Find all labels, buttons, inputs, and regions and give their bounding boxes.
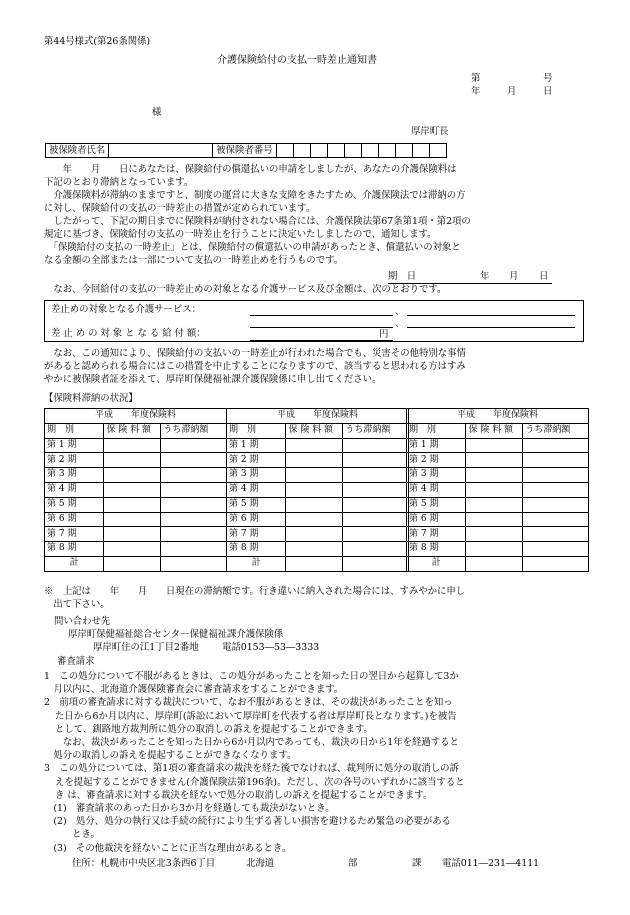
table-row xyxy=(45,468,227,483)
service-field-2 xyxy=(407,315,575,316)
period-label: 第 7 期 xyxy=(407,527,466,542)
overdue-cell xyxy=(161,453,227,468)
service-label: 差止めの対象となる介護サービス： xyxy=(51,304,202,315)
insured-info-table xyxy=(45,143,447,158)
table-row xyxy=(407,438,589,453)
overdue-cell xyxy=(523,453,589,468)
amount-cell xyxy=(466,482,523,497)
period-label: 第 6 期 xyxy=(45,512,104,527)
contact-address: 厚岸町住の江1丁目2番地 xyxy=(93,642,199,653)
amount-cell xyxy=(104,482,161,497)
overdue-cell xyxy=(523,556,589,571)
footer-pref: 北海道 xyxy=(246,858,275,869)
col-amount-header: 保 険 料 額 xyxy=(286,423,343,438)
amount-field xyxy=(250,340,393,341)
overdue-cell xyxy=(523,497,589,512)
service-separator: 、 xyxy=(395,318,405,329)
addressee-suffix: 様 xyxy=(152,107,162,118)
amount-cell xyxy=(466,453,523,468)
premium-status-table xyxy=(406,408,589,572)
overdue-cell xyxy=(161,556,227,571)
period-label: 第 4 期 xyxy=(407,482,466,497)
period-label: 第 4 期 xyxy=(227,482,286,497)
note-line: ※ 上記は 年 月 日現在の滞納額です。行き違いに納入された場合には、すみやかに申し xyxy=(44,586,466,597)
table-row xyxy=(407,527,589,542)
amount-label: 差 止 め の 対 象 と な る 給 付 額： xyxy=(51,328,206,339)
table-row xyxy=(407,468,589,483)
table-row xyxy=(407,542,589,557)
number-box xyxy=(276,144,293,158)
amount-box xyxy=(44,300,584,342)
col-period-header: 期 別 xyxy=(227,423,286,438)
amount-cell xyxy=(104,453,161,468)
intro-line: なお、今回給付の支払の一時差止めの対象となる介護サービス及び金額は、次のとおりです。 xyxy=(44,284,447,295)
appeal-line: (1) 審査請求のあった日から3か月を経過しても裁決がないとき。 xyxy=(44,803,335,815)
deadline-year: 年 xyxy=(480,271,490,282)
deadline-day: 日 xyxy=(539,271,549,282)
overdue-cell xyxy=(523,468,589,483)
table-row xyxy=(227,527,409,542)
number-box xyxy=(429,144,446,158)
table-row xyxy=(45,542,227,557)
amount-cell xyxy=(104,542,161,557)
notice-line: なお、この通知により、保険給付の支払いの一時差止が行われた場合でも、災害その他特別な事情 xyxy=(44,348,466,359)
table-row xyxy=(227,453,409,468)
overdue-cell xyxy=(523,482,589,497)
col-period-header: 期 別 xyxy=(407,423,466,438)
number-box xyxy=(395,144,412,158)
total-row xyxy=(407,556,589,571)
col-overdue-header: うち滞納額 xyxy=(523,423,589,438)
table-row xyxy=(227,482,409,497)
period-label: 第 1 期 xyxy=(45,438,104,453)
body-text xyxy=(44,163,584,267)
number-box xyxy=(412,144,429,158)
period-label: 第 8 期 xyxy=(407,542,466,557)
col-overdue-header: うち滞納額 xyxy=(343,423,409,438)
body-line: 「保険給付の支払の一時差止」とは、保険給付の償還払いの申請があったとき、償還払いの対象と xyxy=(44,242,461,253)
body-line: に対し、保険給付の支払の一時差止の措置が定められています。 xyxy=(44,203,316,214)
number-box xyxy=(293,144,310,158)
table-row xyxy=(45,438,227,453)
amount-cell xyxy=(466,556,523,571)
number-box xyxy=(344,144,361,158)
total-label: 計 xyxy=(407,556,466,571)
appeal-line: 月以内に、北海道介護保険審査会に審査請求をすることができます。 xyxy=(44,684,344,696)
period-label: 第 1 期 xyxy=(227,438,286,453)
service-field-4 xyxy=(407,327,575,328)
doc-date-year: 年 xyxy=(471,86,481,97)
yen-unit: 円 xyxy=(379,329,389,340)
amount-cell xyxy=(286,468,343,483)
body-line: なる金額の全部または一部について支払の一時差止めを行うものです。 xyxy=(44,255,344,266)
period-label: 第 6 期 xyxy=(407,512,466,527)
overdue-cell xyxy=(343,542,409,557)
number-box xyxy=(310,144,327,158)
col-period-header: 期 別 xyxy=(45,423,104,438)
overdue-cell xyxy=(161,438,227,453)
insured-number-label: 被保険者番号 xyxy=(213,144,276,158)
table-row xyxy=(227,512,409,527)
total-label: 計 xyxy=(227,556,286,571)
appeal-line: 3 この処分については、第1項の審査請求の裁決を経た後でなければ、裁判所に処分の取消しの訴 xyxy=(44,763,459,775)
deadline-line xyxy=(388,271,552,284)
amount-cell xyxy=(104,556,161,571)
appeal-line: とき。 xyxy=(44,829,100,841)
doc-number-prefix: 第 xyxy=(471,73,481,84)
notice-text xyxy=(44,347,584,386)
overdue-cell xyxy=(343,497,409,512)
amount-cell xyxy=(466,438,523,453)
col-amount-header: 保 険 料 額 xyxy=(104,423,161,438)
amount-cell xyxy=(466,468,523,483)
contact-phone: 電話0153―53―3333 xyxy=(222,642,320,653)
premium-status-table xyxy=(226,408,409,572)
overdue-cell xyxy=(523,438,589,453)
form-number: 第44号様式(第26条関係) xyxy=(44,36,151,47)
amount-cell xyxy=(104,438,161,453)
appeal-line: として、釧路地方裁判所に処分の取消しの訴えを提起することができます。 xyxy=(55,723,373,735)
table-row xyxy=(407,482,589,497)
service-separator: 、 xyxy=(395,306,405,317)
overdue-cell xyxy=(161,497,227,512)
body-line: 下記のとおり滞納となっています。 xyxy=(44,177,194,188)
period-label: 第 7 期 xyxy=(227,527,286,542)
amount-cell xyxy=(286,438,343,453)
note-line: 出て下さい。 xyxy=(44,599,110,610)
overdue-cell xyxy=(343,556,409,571)
appeal-line: た日から6か月以内に、厚岸町(訴訟において厚岸町を代表する者は厚岸町長となります。)を被告 xyxy=(55,710,457,722)
amount-cell xyxy=(286,556,343,571)
period-label: 第 8 期 xyxy=(227,542,286,557)
overdue-cell xyxy=(161,468,227,483)
issuer: 厚岸町長 xyxy=(411,126,449,137)
amount-cell xyxy=(286,497,343,512)
col-amount-header: 保 険 料 額 xyxy=(466,423,523,438)
table-row xyxy=(227,438,409,453)
table-row xyxy=(45,527,227,542)
period-label: 第 2 期 xyxy=(407,453,466,468)
footer-address: 住所：札幌市中央区北3条西6丁目 xyxy=(72,858,216,869)
amount-cell xyxy=(104,512,161,527)
footer-ka: 課 xyxy=(412,858,422,869)
period-label: 第 1 期 xyxy=(407,438,466,453)
doc-date-day: 日 xyxy=(543,86,553,97)
appeal-line: き は、審査請求に対する裁決を経ないで処分の取消しの訴えを提起することができます。 xyxy=(55,789,433,801)
overdue-cell xyxy=(161,542,227,557)
service-field-1 xyxy=(250,315,393,316)
body-line: 介護保険料が滞納のままですと、制度の運営に大きな支障をきたすため、介護保険法では滞納の方 xyxy=(44,190,466,201)
overdue-cell xyxy=(161,527,227,542)
period-label: 第 3 期 xyxy=(227,468,286,483)
footer-phone: 電話011―231―4111 xyxy=(442,858,540,869)
total-row xyxy=(45,556,227,571)
period-label: 第 8 期 xyxy=(45,542,104,557)
amount-cell xyxy=(104,527,161,542)
amount-cell xyxy=(104,497,161,512)
table-row xyxy=(45,453,227,468)
table-row xyxy=(407,497,589,512)
table-row xyxy=(407,453,589,468)
amount-cell xyxy=(286,542,343,557)
total-label: 計 xyxy=(45,556,104,571)
table-row xyxy=(227,497,409,512)
appeal-line: 1 この処分について不服があるときは、この処分があったことを知った日の翌日から起算して3か xyxy=(44,671,459,682)
overdue-cell xyxy=(343,512,409,527)
note-text xyxy=(44,585,584,611)
amount-cell xyxy=(466,527,523,542)
appeal-line: 処分の取消しの訴えを提起することができなくなります。 xyxy=(44,750,297,762)
fiscal-year-header: 平成 年度保険料 xyxy=(227,409,409,424)
appeal-line: 2 前項の審査請求に対する裁決について、なお不服があるときは、その裁決があったことを知っ xyxy=(44,697,453,709)
overdue-cell xyxy=(523,542,589,557)
period-label: 第 2 期 xyxy=(45,453,104,468)
overdue-cell xyxy=(343,453,409,468)
overdue-cell xyxy=(343,468,409,483)
overdue-cell xyxy=(161,482,227,497)
overdue-cell xyxy=(343,527,409,542)
deadline-label: 期 日 xyxy=(388,271,417,282)
fiscal-year-header: 平成 年度保険料 xyxy=(407,409,589,424)
contact-dept: 厚岸町保健福祉総合センター保健福祉課介護保険係 xyxy=(68,629,284,640)
notice-line: やかに被保険者証を添えて、厚岸町保健福祉課介護保険係に申し出てください。 xyxy=(44,374,382,385)
contact-heading: 問い合わせ先 xyxy=(54,616,111,627)
amount-cell xyxy=(286,512,343,527)
period-label: 第 5 期 xyxy=(45,497,104,512)
table-row xyxy=(227,468,409,483)
doc-date-month: 月 xyxy=(507,86,517,97)
body-line: 年 月 日にあなたは、保険給付の償還払いの申請をしましたが、あなたの介護保険料は xyxy=(44,164,457,175)
overdue-cell xyxy=(523,527,589,542)
period-label: 第 3 期 xyxy=(407,468,466,483)
service-field-3 xyxy=(250,327,393,328)
amount-cell xyxy=(466,512,523,527)
period-label: 第 6 期 xyxy=(227,512,286,527)
deadline-month: 月 xyxy=(509,271,519,282)
body-line: 規定に基づき、保険給付の支払の一時差止を行うことに決定いたしましたので、通知します。 xyxy=(44,229,437,240)
number-box xyxy=(327,144,344,158)
period-label: 第 5 期 xyxy=(407,497,466,512)
table-row xyxy=(45,497,227,512)
overdue-cell xyxy=(161,512,227,527)
notice-line: があると認められる場合にはこの措置を中止することになりますので、該当すると思われる方はすみ xyxy=(44,361,466,372)
table-row xyxy=(227,542,409,557)
status-heading: 【保険料滞納の状況】 xyxy=(44,393,138,404)
appeal-line: なお、裁決があったことを知った日から6か月以内であっても、裁決の日から1年を経過すると xyxy=(44,737,459,749)
period-label: 第 7 期 xyxy=(45,527,104,542)
table-row xyxy=(45,512,227,527)
appeal-line: (3) その他裁決を経ないことに正当な理由があるとき。 xyxy=(44,842,292,854)
period-label: 第 2 期 xyxy=(227,453,286,468)
amount-cell xyxy=(466,497,523,512)
document-title: 介護保険給付の支払一時差止通知書 xyxy=(217,55,377,66)
appeal-heading: 審査請求 xyxy=(57,656,95,667)
amount-cell xyxy=(286,527,343,542)
footer-bu: 部 xyxy=(348,858,358,869)
amount-cell xyxy=(286,482,343,497)
amount-cell xyxy=(286,453,343,468)
appeal-line: えを提起することができません(介護保険法第196条)。ただし、次の各号のいずれかに該当すると xyxy=(55,776,465,788)
period-label: 第 4 期 xyxy=(45,482,104,497)
amount-cell xyxy=(104,468,161,483)
period-label: 第 5 期 xyxy=(227,497,286,512)
appeal-line: (2) 処分、処分の執行又は手続の続行により生ずる著しい損害を避けるため緊急の必要がある xyxy=(44,816,452,828)
overdue-cell xyxy=(523,512,589,527)
total-row xyxy=(227,556,409,571)
appeal-text xyxy=(44,670,584,855)
col-overdue-header: うち滞納額 xyxy=(161,423,227,438)
table-row xyxy=(407,512,589,527)
overdue-cell xyxy=(343,482,409,497)
insured-name-label: 被保険者氏名 xyxy=(46,144,109,158)
fiscal-year-header: 平成 年度保険料 xyxy=(45,409,227,424)
premium-status-table xyxy=(44,408,227,572)
number-box xyxy=(378,144,395,158)
overdue-cell xyxy=(343,438,409,453)
number-box xyxy=(361,144,378,158)
table-row xyxy=(45,482,227,497)
amount-cell xyxy=(466,542,523,557)
period-label: 第 3 期 xyxy=(45,468,104,483)
insured-name-field xyxy=(109,144,213,158)
doc-number-suffix: 号 xyxy=(543,73,553,84)
body-line: したがって、下記の期日までに保険料が納付されない場合には、介護保険法第67条第1項・第2項の xyxy=(44,216,471,227)
